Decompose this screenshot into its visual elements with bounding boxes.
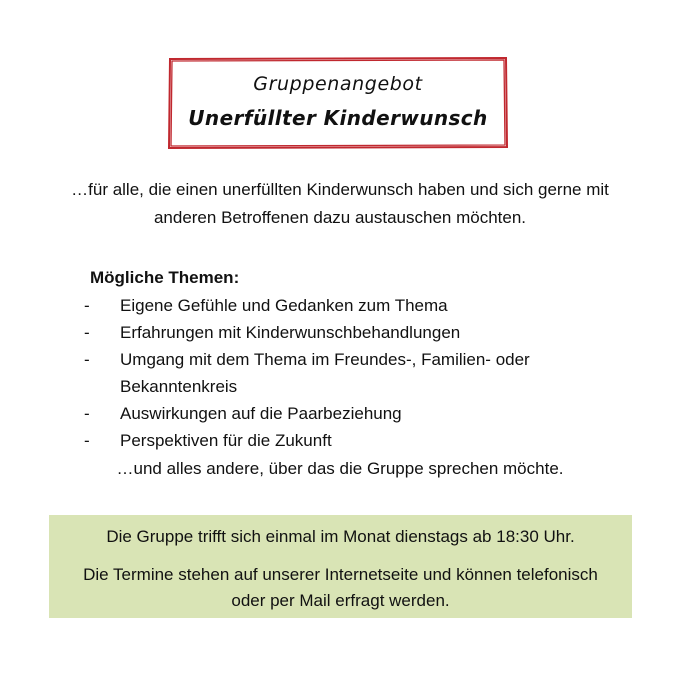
info-box — [49, 515, 632, 618]
title-box — [168, 57, 508, 149]
list-item-text: Umgang mit dem Thema im Freundes-, Familien- oder Bekanntenkreis — [120, 350, 530, 396]
topic-list — [80, 292, 620, 454]
list-item — [80, 346, 620, 400]
list-bullet: - — [84, 431, 90, 450]
list-item-text: Auswirkungen auf die Paarbeziehung — [120, 404, 402, 423]
title-border — [168, 57, 508, 149]
list-bullet: - — [84, 404, 90, 423]
meeting-time-text: Die Gruppe trifft sich einmal im Monat dienstags ab 18:30 Uhr. — [106, 527, 575, 546]
list-item-text: Erfahrungen mit Kinderwunschbehandlungen — [120, 323, 461, 342]
appointments-text: Die Termine stehen auf unserer Internetseite und können telefonisch oder per Mail erfragt werden. — [83, 565, 598, 610]
list-item-text: Perspektiven für die Zukunft — [120, 431, 332, 450]
title-subtitle: Gruppenangebot — [253, 73, 423, 95]
list-item-text: Eigene Gefühle und Gedanken zum Thema — [120, 296, 448, 315]
list-bullet: - — [84, 323, 90, 342]
list-item — [80, 427, 620, 454]
outro-text: …und alles andere, über das die Gruppe sprechen möchte. — [116, 459, 564, 478]
list-bullet: - — [84, 350, 90, 369]
list-item — [80, 400, 620, 427]
list-item — [80, 292, 620, 319]
list-item — [80, 319, 620, 346]
list-bullet: - — [84, 296, 90, 315]
intro-text: …für alle, die einen unerfüllten Kinderwunsch haben und sich gerne mit anderen Betroffenen dazu austauschen möchten. — [71, 180, 609, 227]
topics-heading: Mögliche Themen: — [90, 268, 240, 287]
page-title: Unerfüllter Kinderwunsch — [188, 106, 488, 130]
